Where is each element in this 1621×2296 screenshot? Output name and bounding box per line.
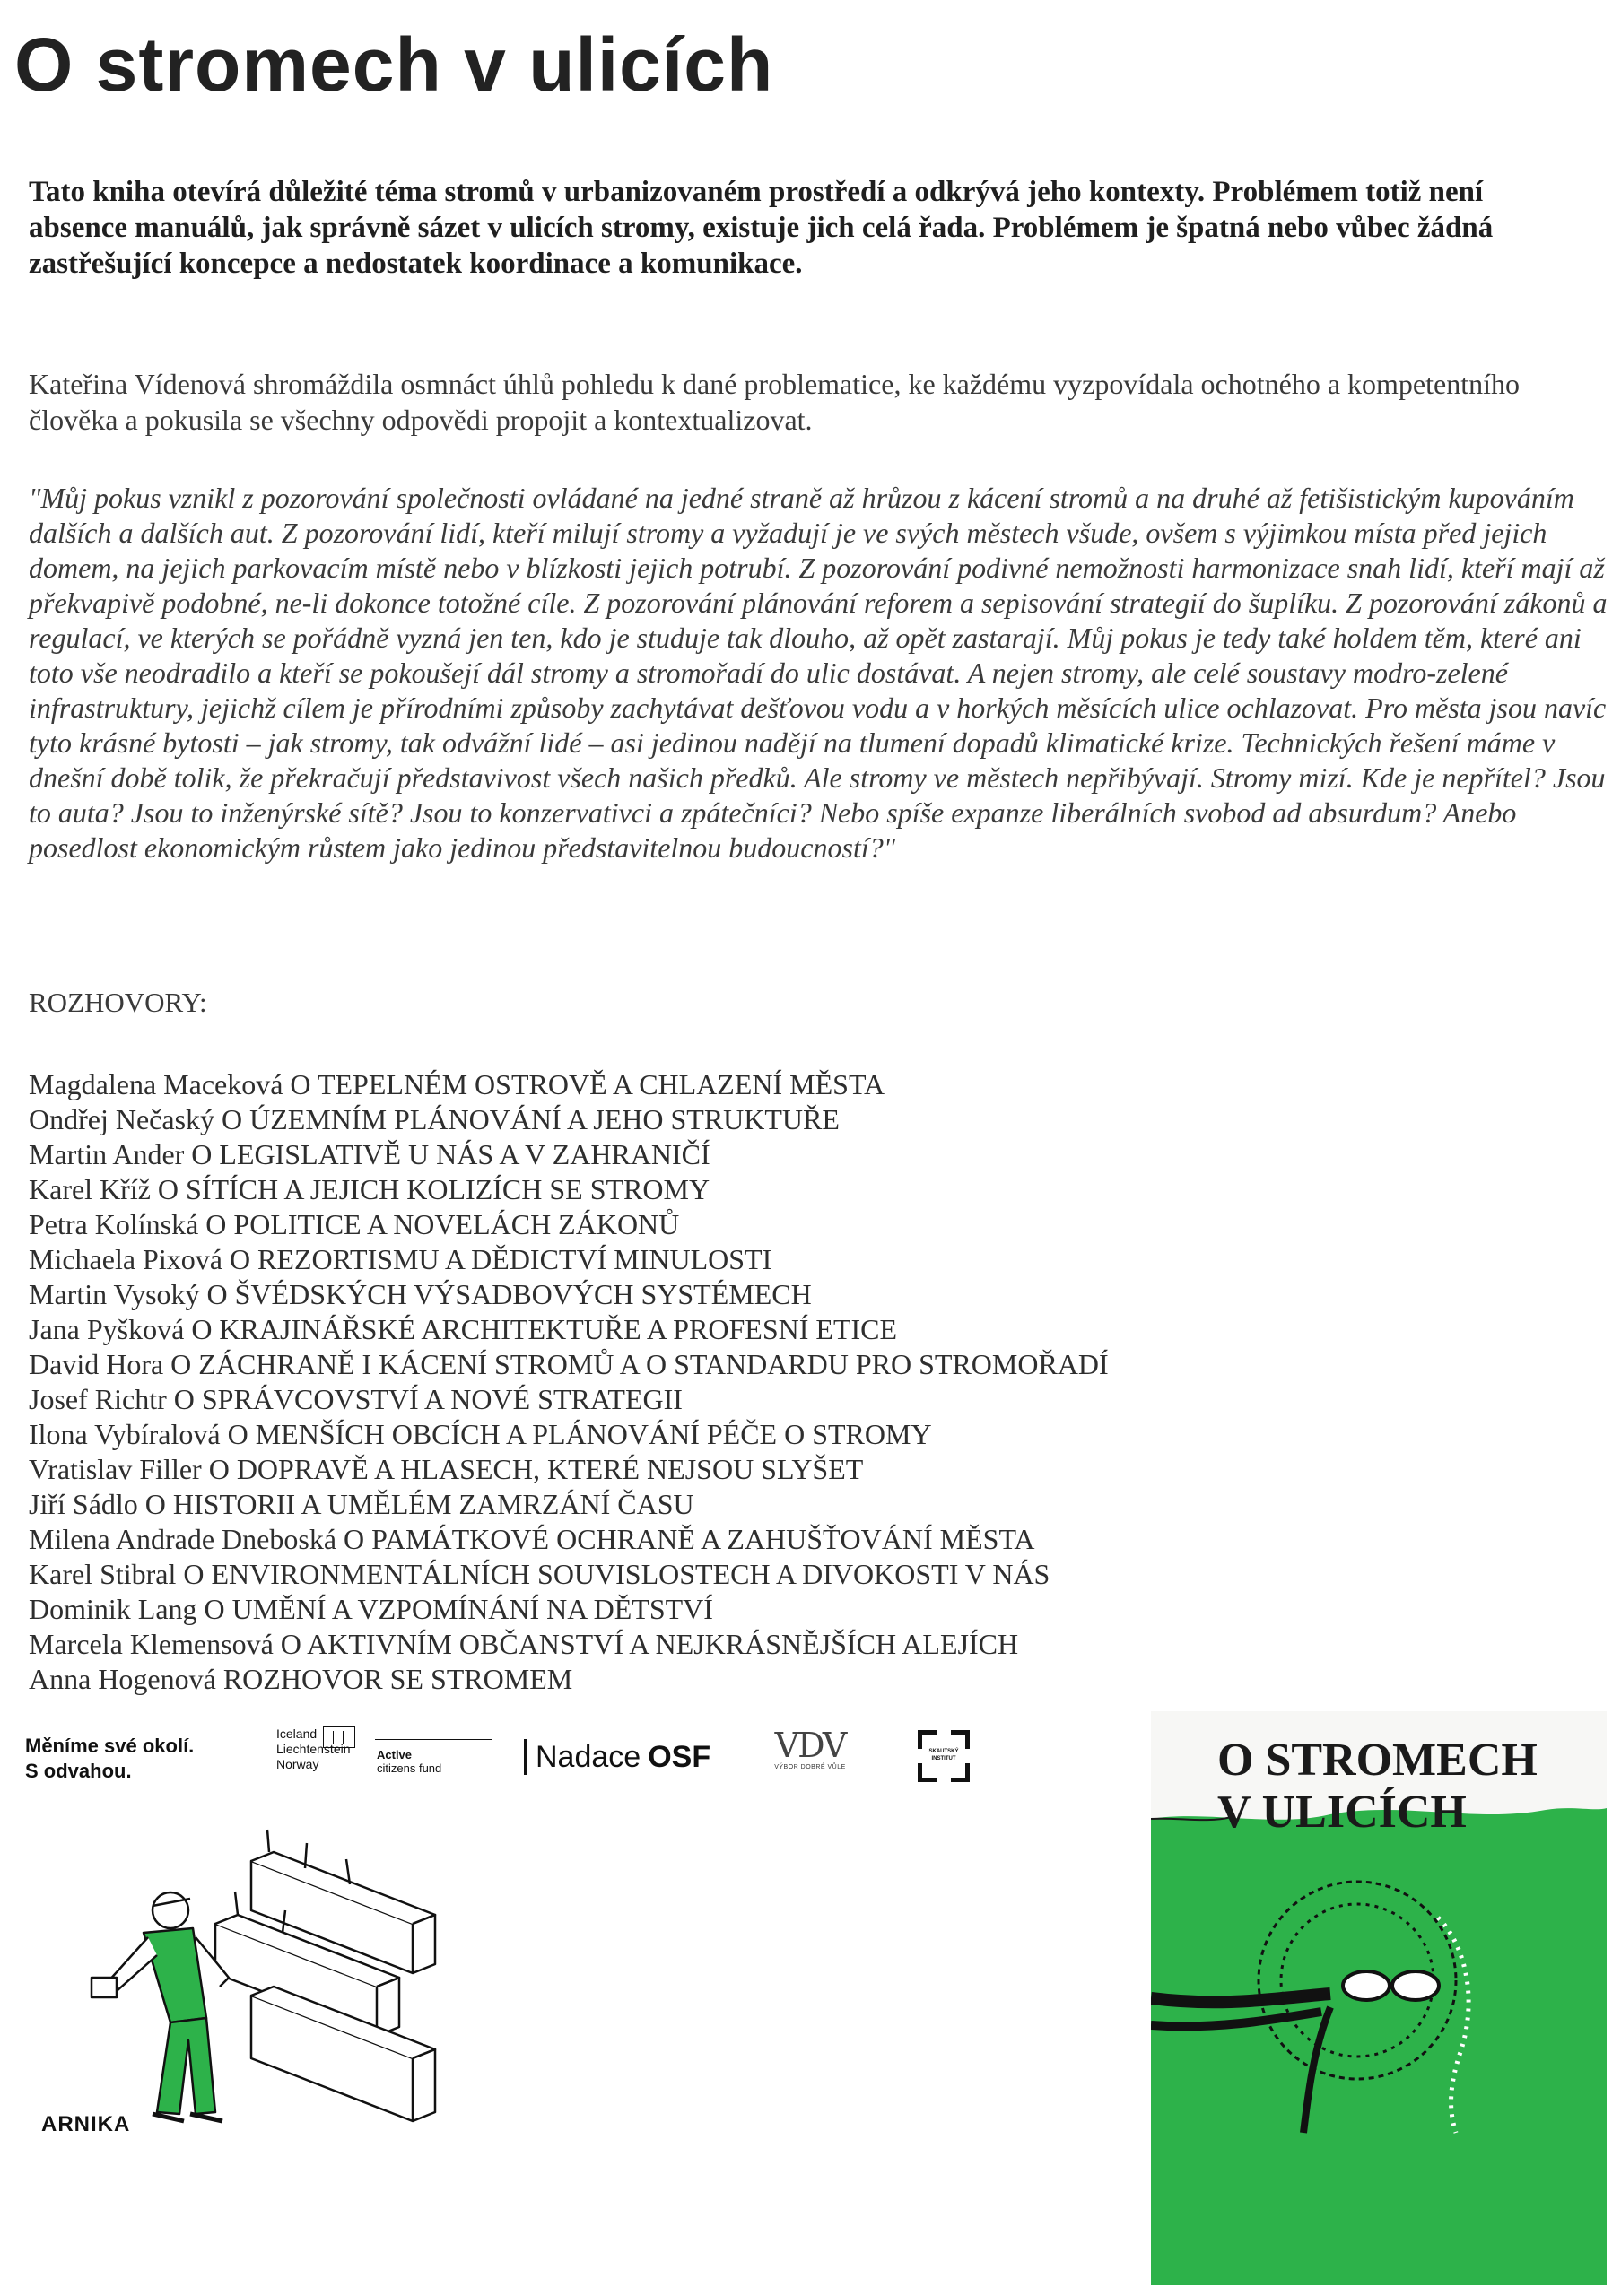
author-quote: "Můj pokus vznikl z pozorování společnosti ovládané na jedné straně až hrůzou z kácení stromů a na druhé až fetišistickým kupováním dalších a dalších aut. Z pozorování lidí, kteří milují stromy a vyžadují je ve svých městech všude, ovšem s výjimkou místa před jejich domem, na jejich parkovacím místě nebo v blízkosti jejich potrubí. Z pozorování podivné nemožnosti harmonizace snah lidí, kteří mají až překvapivě podobné, ne-li dokonce totožné cíle. Z pozorování plánování reforem a sepisování strategií do šuplíku. Z pozorování zákonů a regulací, ve kterých se pořádně vyzná jen ten, kdo je studuje tak dlouho, až opět zastarají. Můj pokus je tedy také holdem těm, které ani toto vše neodradilo a kteří se pokoušejí dál stromy a stromořadí do ulic dostávat. A nejen stromy, ale celé soustavy modro-zelené infrastruktury, jejichž cílem je přírodními způsoby zachytávat dešťovou vodu a v horkých měsících ulice ochlazovat. Pro města jsou navíc tyto krásné bytosti – jak stromy, tak odvážní lidé – asi jedinou nadějí na tlumení dopadů klimatické krize. Technických řešení máme v dnešní době tolik, že překračují představivost všech našich předků. Ale stromy ve městech nepřibývají. Stromy mizí. Kde je nepřítel? Jsou to auta? Jsou to inženýrské sítě? Jsou to konzervativci a zpátečníci? Nebo spíše expanze liberálních svobod ad absurdum? Anebo posedlost ekonomickým růstem jako jedinou představitelnou budoucností?": [29, 482, 1608, 864]
interview-item: Martin Vysoký O ŠVÉDSKÝCH VÝSADBOVÝCH SYSTÉMECH: [29, 1278, 812, 1310]
eea-grid-icon: [323, 1726, 355, 1748]
bracket-icon: [918, 1763, 937, 1782]
gardener-illustration: [36, 1825, 449, 2184]
vdv-caption: VÝBOR DOBRÉ VŮLE: [774, 1764, 846, 1770]
interview-item: Petra Kolínská O POLITICE A NOVELÁCH ZÁKONŮ: [29, 1208, 680, 1240]
interview-item: Josef Richtr O SPRÁVCOVSTVÍ A NOVÉ STRATEGII: [29, 1383, 683, 1415]
bracket-icon: [951, 1763, 970, 1782]
interview-item: Ondřej Nečaský O ÚZEMNÍM PLÁNOVÁNÍ A JEHO STRUKTUŘE: [29, 1103, 840, 1135]
osf-bar-icon: [524, 1739, 527, 1775]
cover-title: [1217, 1735, 1594, 1839]
osf-name: OSF: [648, 1739, 711, 1774]
interview-item: Jana Pyšková O KRAJINÁŘSKÉ ARCHITEKTUŘE A PROFESNÍ ETICE: [29, 1313, 898, 1345]
book-cover: [1151, 1711, 1607, 2285]
skaut-line: SKAUTSKÝ: [928, 1749, 959, 1754]
slogan-line: S odvahou.: [25, 1760, 132, 1782]
nadace-osf-logo: [524, 1739, 710, 1775]
slogan-line: Měníme své okolí.: [25, 1735, 195, 1757]
interview-item: Milena Andrade Dneboská O PAMÁTKOVÉ OCHRANĚ A ZAHUŠŤOVÁNÍ MĚSTA: [29, 1523, 1035, 1555]
interview-item: Marcela Klemensová O AKTIVNÍM OBČANSTVÍ A NEJKRÁSNĚJŠÍCH ALEJÍCH: [29, 1628, 1019, 1660]
lead-paragraph: Tato kniha otevírá důležité téma stromů v urbanizovaném prostředí a odkrývá jeho kontexty. Problémem totiž není absence manuálů, jak správně sázet v ulicích stromy, existuje jich celá řada. Problémem je špatná nebo vůbec žádná zastřešující koncepce a nedostatek koordinace a komunikace.: [29, 176, 1494, 280]
eea-divider: [375, 1739, 492, 1740]
eea-country: Norway: [276, 1757, 319, 1771]
intro-paragraph: Kateřina Vídenová shromáždila osmnáct úhlů pohledu k dané problematice, ke každému vyzpovídala ochotného a kompetentního člověka a pokusila se všechny odpovědi propojit a kontextualizovat.: [29, 368, 1520, 436]
interview-item: Dominik Lang O UMĚNÍ A VZPOMÍNÁNÍ NA DĚTSTVÍ: [29, 1593, 713, 1625]
eea-country: Liechtenstein: [276, 1742, 351, 1756]
active-citizens-fund: [377, 1748, 474, 1775]
interview-item: David Hora O ZÁCHRANĚ I KÁCENÍ STROMŮ A O STANDARDU PRO STROMOŘADÍ: [29, 1348, 1109, 1380]
vdv-logo: [761, 1726, 859, 1770]
eea-country: Iceland: [276, 1726, 318, 1741]
bracket-icon: [918, 1730, 937, 1749]
citizens-fund-label: citizens fund: [377, 1761, 442, 1775]
interview-item: Jiří Sádlo O HISTORII A UMĚLÉM ZAMRZÁNÍ ČASU: [29, 1488, 694, 1520]
interview-item: Michaela Pixová O REZORTISMU A DĚDICTVÍ MINULOSTI: [29, 1243, 772, 1275]
slogan-logo: [25, 1734, 194, 1784]
cover-green-shape: [1151, 1808, 1607, 2285]
cover-title-line: V ULICÍCH: [1217, 1787, 1467, 1838]
vdv-mark: VDV: [774, 1726, 846, 1765]
cover-title-line: O STROMECH: [1217, 1735, 1538, 1786]
interview-item: Martin Ander O LEGISLATIVĚ U NÁS A V ZAHRANIČÍ: [29, 1138, 710, 1170]
skaut-text: [925, 1748, 963, 1762]
sponsor-logos: [25, 1726, 994, 1794]
osf-prefix: Nadace: [536, 1739, 641, 1774]
interview-item: Vratislav Filler O DOPRAVĚ A HLASECH, KTERÉ NEJSOU SLYŠET: [29, 1453, 864, 1485]
eea-grants-logo: [276, 1726, 442, 1775]
bracket-icon: [951, 1730, 970, 1749]
page-title: O stromech v ulicích: [14, 22, 774, 107]
skaut-line: INSTITUT: [931, 1756, 956, 1761]
skautsky-institut-logo: [918, 1730, 970, 1782]
interview-item: Magdalena Maceková O TEPELNÉM OSTROVĚ A CHLAZENÍ MĚSTA: [29, 1068, 885, 1100]
interview-item: Anna Hogenová ROZHOVOR SE STROMEM: [29, 1663, 573, 1695]
interview-item: Karel Stibral O ENVIRONMENTÁLNÍCH SOUVISLOSTECH A DIVOKOSTI V NÁS: [29, 1558, 1050, 1590]
interview-item: Karel Kříž O SÍTÍCH A JEJICH KOLIZÍCH SE STROMY: [29, 1173, 710, 1205]
arnika-logo: ARNIKA: [41, 2112, 131, 2136]
interview-item: Ilona Vybíralová O MENŠÍCH OBCÍCH A PLÁNOVÁNÍ PÉČE O STROMY: [29, 1418, 932, 1450]
active-label: Active: [377, 1748, 413, 1761]
interviews-list: [29, 1067, 1285, 1697]
interviews-heading: ROZHOVORY:: [29, 987, 207, 1018]
